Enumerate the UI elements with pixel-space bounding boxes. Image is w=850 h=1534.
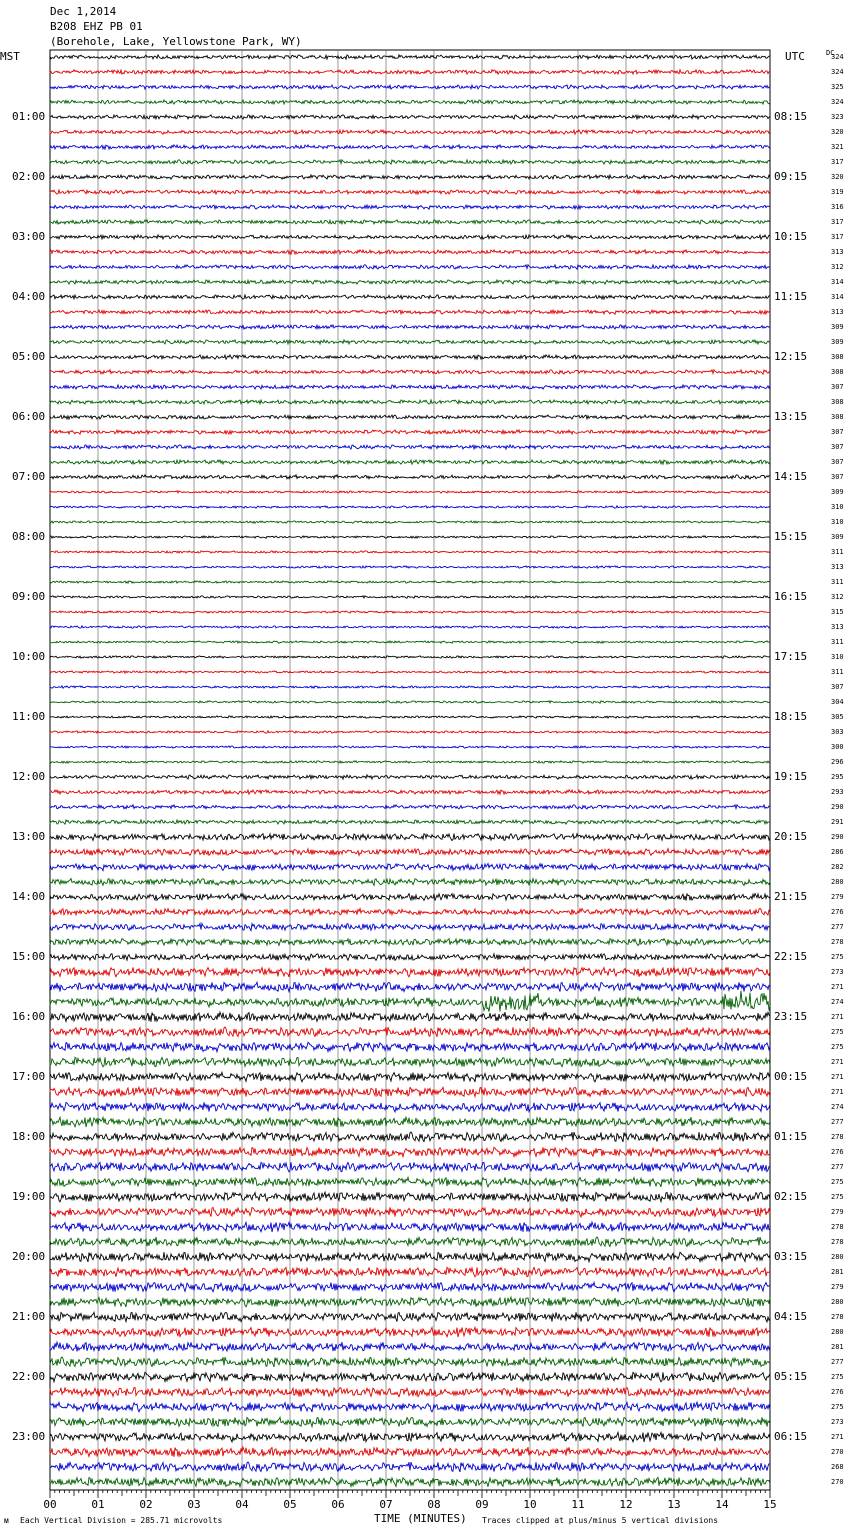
scale-note (20, 1516, 222, 1526)
x-tick-label: 09 (475, 1498, 489, 1511)
utc-hour-label: 03:15 (774, 1250, 808, 1263)
dc-offset-label: 317 (831, 158, 844, 166)
dc-offset-label: 311 (831, 668, 844, 676)
mst-hour-label: 05:00 (12, 350, 46, 363)
dc-offset-label: 278 (831, 1223, 844, 1231)
mst-hour-label: 23:00 (12, 1430, 46, 1443)
dc-offset-label: 281 (831, 1343, 844, 1351)
dc-offset-label: 307 (831, 428, 844, 436)
dc-offset-label: 274 (831, 998, 844, 1006)
dc-offset-label: 323 (831, 113, 844, 121)
dc-offset-label: 275 (831, 1373, 844, 1381)
mst-hour-label: 06:00 (12, 410, 46, 423)
dc-offset-label: 310 (831, 653, 844, 661)
x-tick-label: 06 (331, 1498, 345, 1511)
dc-offset-label: 273 (831, 968, 844, 976)
dc-offset-label: 271 (831, 1073, 844, 1081)
dc-offset-label: 312 (831, 593, 844, 601)
utc-hour-label: 05:15 (774, 1370, 808, 1383)
utc-hour-label: 18:15 (774, 710, 808, 723)
x-tick-label: 15 (763, 1498, 777, 1511)
dc-offset-label: 280 (831, 1253, 844, 1261)
utc-hour-label: 02:15 (774, 1190, 808, 1203)
dc-offset-label: 275 (831, 953, 844, 961)
dc-offset-label: 277 (831, 1358, 844, 1366)
dc-offset-label: 320 (831, 173, 844, 181)
dc-offset-label: 282 (831, 863, 844, 871)
mst-hour-label: 07:00 (12, 470, 46, 483)
dc-offset-label: 268 (831, 1463, 844, 1471)
dc-offset-label: 275 (831, 1178, 844, 1186)
clip-note: Traces clipped at plus/minus 5 vertical divisions (482, 1516, 719, 1525)
mst-hour-label: 21:00 (12, 1310, 46, 1323)
dc-offset-label: 278 (831, 1133, 844, 1141)
utc-hour-label: 01:15 (774, 1130, 808, 1143)
dc-offset-label: 319 (831, 188, 844, 196)
utc-hour-label: 06:15 (774, 1430, 808, 1443)
date-label: Dec 1,2014 (50, 5, 117, 18)
dc-offset-label: 277 (831, 923, 844, 931)
x-tick-label: 14 (715, 1498, 729, 1511)
mst-hour-label: 22:00 (12, 1370, 46, 1383)
dc-offset-label: 315 (831, 608, 844, 616)
dc-offset-label: 270 (831, 1478, 844, 1486)
dc-offset-label: 303 (831, 728, 844, 736)
dc-offset-label: 310 (831, 518, 844, 526)
dc-offset-label: 316 (831, 203, 844, 211)
utc-hour-label: 00:15 (774, 1070, 808, 1083)
dc-offset-label: 314 (831, 293, 844, 301)
dc-offset-label: 308 (831, 353, 844, 361)
utc-hour-label: 23:15 (774, 1010, 808, 1023)
dc-offset-label: 273 (831, 1418, 844, 1426)
dc-offset-label: 275 (831, 1193, 844, 1201)
dc-offset-label: 305 (831, 713, 844, 721)
scale-prefix: Each Vertical Division = (20, 1516, 141, 1525)
dc-offset-label: 275 (831, 1403, 844, 1411)
dc-offset-label: 311 (831, 638, 844, 646)
utc-hour-label: 22:15 (774, 950, 808, 963)
dc-offset-label: 300 (831, 743, 844, 751)
dc-offset-label: 276 (831, 1388, 844, 1396)
dc-offset-label: 271 (831, 1058, 844, 1066)
dc-offset-label: 324 (831, 68, 844, 76)
mst-hour-label: 01:00 (12, 110, 46, 123)
utc-hour-label: 13:15 (774, 410, 808, 423)
utc-hour-label: 08:15 (774, 110, 808, 123)
x-tick-label: 08 (427, 1498, 441, 1511)
utc-hour-label: 12:15 (774, 350, 808, 363)
x-tick-label: 03 (187, 1498, 201, 1511)
dc-offset-label: 296 (831, 758, 844, 766)
mst-hour-label: 13:00 (12, 830, 46, 843)
x-tick-label: 12 (619, 1498, 633, 1511)
x-tick-label: 13 (667, 1498, 681, 1511)
dc-offset-label: 271 (831, 983, 844, 991)
dc-offset-label: 308 (831, 368, 844, 376)
dc-offset-label: 279 (831, 893, 844, 901)
dc-offset-label: 280 (831, 878, 844, 886)
mst-hour-label: 16:00 (12, 1010, 46, 1023)
dc-offset-label: 308 (831, 398, 844, 406)
dc-offset-label: 278 (831, 1313, 844, 1321)
dc-offset-label: 321 (831, 143, 844, 151)
dc-offset-label: 314 (831, 278, 844, 286)
utc-hour-label: 15:15 (774, 530, 808, 543)
dc-offset-label: 311 (831, 578, 844, 586)
utc-hour-label: 17:15 (774, 650, 808, 663)
logo-mark: ᴍ (4, 1516, 9, 1525)
dc-offset-label: 309 (831, 338, 844, 346)
dc-offset-label: 290 (831, 833, 844, 841)
dc-offset-label: 293 (831, 788, 844, 796)
dc-offset-label: 277 (831, 1163, 844, 1171)
mst-hour-label: 19:00 (12, 1190, 46, 1203)
dc-offset-label: 304 (831, 698, 844, 706)
mst-hour-label: 15:00 (12, 950, 46, 963)
dc-offset-label: 307 (831, 458, 844, 466)
dc-offset-label: 324 (831, 53, 844, 61)
dc-offset-label: 309 (831, 488, 844, 496)
dc-offset-label: 313 (831, 623, 844, 631)
dc-offset-label: 281 (831, 1268, 844, 1276)
utc-hour-label: 20:15 (774, 830, 808, 843)
x-tick-label: 00 (43, 1498, 57, 1511)
mst-hour-label: 10:00 (12, 650, 46, 663)
mst-hour-label: 14:00 (12, 890, 46, 903)
mst-hour-label: 17:00 (12, 1070, 46, 1083)
dc-offset-label: 307 (831, 443, 844, 451)
dc-offset-label: 279 (831, 1208, 844, 1216)
dc-offset-label: 275 (831, 1028, 844, 1036)
x-tick-label: 04 (235, 1498, 249, 1511)
dc-offset-label: 271 (831, 1013, 844, 1021)
utc-hour-label: 19:15 (774, 770, 808, 783)
dc-offset-label: 286 (831, 848, 844, 856)
mst-hour-label: 11:00 (12, 710, 46, 723)
dc-offset-label: 277 (831, 1118, 844, 1126)
dc-offset-label: 310 (831, 503, 844, 511)
dc-offset-label: 291 (831, 818, 844, 826)
x-tick-label: 11 (571, 1498, 585, 1511)
utc-hour-label: 04:15 (774, 1310, 808, 1323)
x-tick-label: 05 (283, 1498, 297, 1511)
dc-axis-title: DC (826, 49, 835, 57)
dc-offset-label: 271 (831, 1088, 844, 1096)
dc-offset-label: 275 (831, 1043, 844, 1051)
utc-hour-label: 21:15 (774, 890, 808, 903)
mst-hour-label: 09:00 (12, 590, 46, 603)
x-tick-label: 01 (91, 1498, 105, 1511)
dc-offset-label: 320 (831, 128, 844, 136)
dc-offset-label: 274 (831, 1103, 844, 1111)
x-tick-label: 07 (379, 1498, 393, 1511)
scale-value: 285.71 microvolts (140, 1516, 223, 1525)
utc-hour-label: 10:15 (774, 230, 808, 243)
dc-offset-label: 312 (831, 263, 844, 271)
mst-hour-label: 12:00 (12, 770, 46, 783)
dc-offset-label: 311 (831, 548, 844, 556)
dc-offset-label: 309 (831, 533, 844, 541)
dc-offset-label: 280 (831, 1328, 844, 1336)
x-axis-title: TIME (MINUTES) (374, 1512, 467, 1525)
dc-offset-label: 313 (831, 308, 844, 316)
utc-hour-label: 16:15 (774, 590, 808, 603)
location-label: (Borehole, Lake, Yellowstone Park, WY) (50, 35, 302, 48)
utc-hour-label: 11:15 (774, 290, 808, 303)
dc-offset-label: 325 (831, 83, 844, 91)
dc-offset-label: 308 (831, 413, 844, 421)
dc-offset-label: 324 (831, 98, 844, 106)
utc-hour-label: 14:15 (774, 470, 808, 483)
mst-hour-label: 04:00 (12, 290, 46, 303)
dc-offset-label: 307 (831, 473, 844, 481)
mst-hour-label: 03:00 (12, 230, 46, 243)
dc-offset-label: 278 (831, 1238, 844, 1246)
dc-offset-label: 290 (831, 803, 844, 811)
dc-offset-label: 307 (831, 683, 844, 691)
station-label: B208 EHZ PB 01 (50, 20, 143, 33)
dc-offset-label: 307 (831, 383, 844, 391)
utc-hour-label: 09:15 (774, 170, 808, 183)
dc-offset-label: 295 (831, 773, 844, 781)
x-tick-label: 10 (523, 1498, 537, 1511)
dc-offset-label: 317 (831, 233, 844, 241)
mst-hour-label: 02:00 (12, 170, 46, 183)
dc-offset-label: 278 (831, 938, 844, 946)
mst-hour-label: 20:00 (12, 1250, 46, 1263)
mst-axis-title: MST (0, 50, 20, 63)
mst-hour-label: 08:00 (12, 530, 46, 543)
mst-hour-label: 18:00 (12, 1130, 46, 1143)
dc-offset-label: 280 (831, 1298, 844, 1306)
dc-offset-label: 276 (831, 1148, 844, 1156)
dc-offset-label: 309 (831, 323, 844, 331)
dc-offset-label: 279 (831, 1283, 844, 1291)
dc-offset-label: 313 (831, 563, 844, 571)
dc-offset-label: 271 (831, 1433, 844, 1441)
utc-axis-title: UTC (785, 50, 805, 63)
x-tick-label: 02 (139, 1498, 153, 1511)
dc-offset-label: 270 (831, 1448, 844, 1456)
dc-offset-label: 276 (831, 908, 844, 916)
dc-offset-label: 317 (831, 218, 844, 226)
dc-offset-label: 313 (831, 248, 844, 256)
